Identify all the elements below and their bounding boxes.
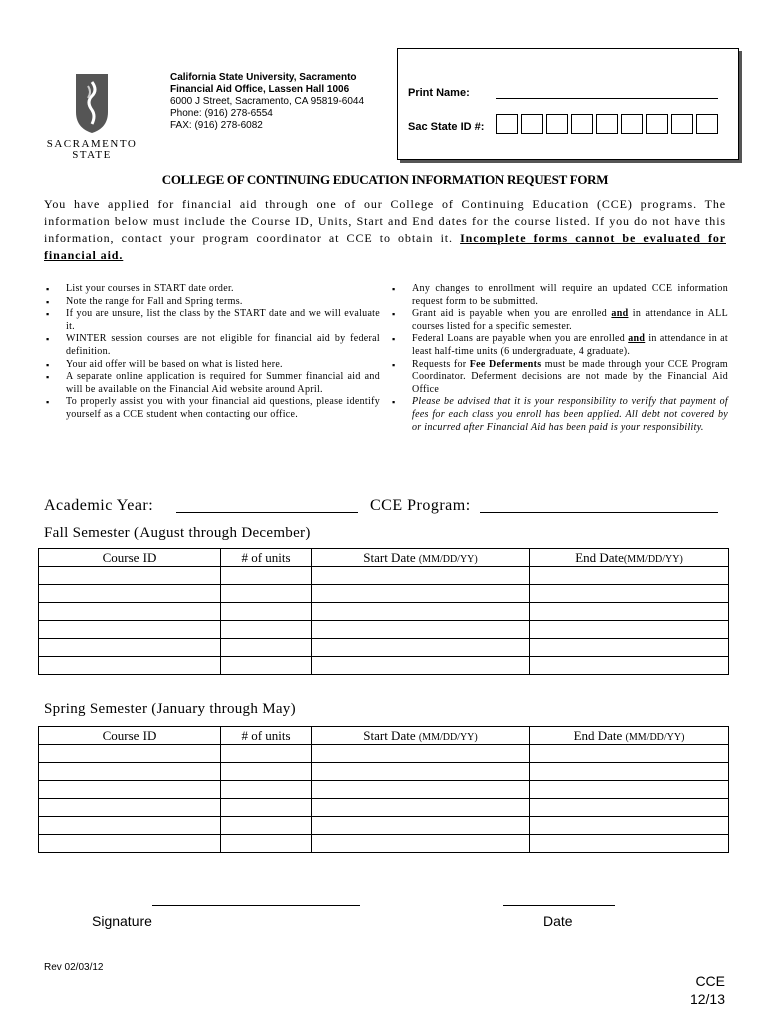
course-id-cell[interactable] xyxy=(39,763,221,781)
start-date-cell[interactable] xyxy=(312,585,530,603)
end-date-cell[interactable] xyxy=(530,763,729,781)
loan-text-2: in attendance in at least half-time units (6 undergraduate, 4 graduate). xyxy=(412,333,728,357)
end-date-format: (MM/DD/YY) xyxy=(625,731,685,743)
end-date-cell[interactable] xyxy=(530,585,729,603)
course-id-cell[interactable] xyxy=(39,585,221,603)
id-digit-box[interactable] xyxy=(646,114,668,134)
intro-paragraph xyxy=(44,196,726,264)
start-date-cell[interactable] xyxy=(312,603,530,621)
date-field[interactable] xyxy=(503,905,615,906)
instruction-item: ▪ Please be advised that it is your responsibility to verify that payment of fees for each class you enroll has been applied. All debt not covered by or incurred after Financial Aid has been paid is your responsibility. xyxy=(390,396,728,434)
start-date-cell[interactable] xyxy=(312,621,530,639)
end-date-cell[interactable] xyxy=(530,799,729,817)
end-date-cell[interactable] xyxy=(530,621,729,639)
end-date-cell[interactable] xyxy=(530,781,729,799)
course-id-cell[interactable] xyxy=(39,657,221,675)
col-end-date xyxy=(530,549,729,567)
units-cell[interactable] xyxy=(221,835,312,853)
spring-course-table xyxy=(38,726,729,853)
sac-state-id-label: Sac State ID #: xyxy=(408,121,485,133)
units-cell[interactable] xyxy=(221,639,312,657)
instruction-item xyxy=(390,333,728,358)
start-date-format: (MM/DD/YY) xyxy=(418,731,478,743)
table-row xyxy=(39,817,729,835)
incomplete-warning: Incomplete forms cannot be evaluated for financial aid. xyxy=(44,231,726,262)
end-date-cell[interactable] xyxy=(530,817,729,835)
end-date-cell[interactable] xyxy=(530,639,729,657)
instruction-item xyxy=(390,308,728,333)
units-cell[interactable] xyxy=(221,745,312,763)
table-row xyxy=(39,763,729,781)
loan-emphasis: and xyxy=(628,333,646,345)
end-date-cell[interactable] xyxy=(530,603,729,621)
col-start-date xyxy=(312,727,530,745)
units-cell[interactable] xyxy=(221,585,312,603)
id-digit-box[interactable] xyxy=(546,114,568,134)
id-digit-box[interactable] xyxy=(621,114,643,134)
id-digit-box[interactable] xyxy=(596,114,618,134)
print-name-field[interactable] xyxy=(496,98,718,99)
grant-emphasis: and xyxy=(611,308,629,320)
address-office: Financial Aid Office, Lassen Hall 1006 xyxy=(170,84,350,95)
deferment-text-1: Requests for xyxy=(412,358,470,370)
instructions-right xyxy=(390,283,728,434)
end-date-label: End Date xyxy=(573,727,623,743)
table-row xyxy=(39,639,729,657)
table-row xyxy=(39,585,729,603)
course-id-cell[interactable] xyxy=(39,835,221,853)
units-cell[interactable] xyxy=(221,621,312,639)
start-date-cell[interactable] xyxy=(312,567,530,585)
start-date-label: Start Date xyxy=(363,727,416,743)
col-course-id: Course ID xyxy=(39,549,221,567)
id-digit-box[interactable] xyxy=(571,114,593,134)
table-row xyxy=(39,835,729,853)
instruction-item: ▪ WINTER session courses are not eligible for financial aid by federal definition. xyxy=(44,333,380,358)
spring-semester-heading: Spring Semester (January through May) xyxy=(44,701,296,717)
units-cell[interactable] xyxy=(221,799,312,817)
instruction-item: ▪ List your courses in START date order. xyxy=(44,283,380,296)
sacramento-state-logo xyxy=(46,72,138,162)
signature-label: Signature xyxy=(92,913,152,929)
course-id-cell[interactable] xyxy=(39,745,221,763)
academic-year-field[interactable] xyxy=(176,512,358,513)
academic-year-label: Academic Year: xyxy=(44,497,154,514)
instruction-item xyxy=(390,359,728,397)
units-cell[interactable] xyxy=(221,817,312,835)
start-date-cell[interactable] xyxy=(312,657,530,675)
col-start-date xyxy=(312,549,530,567)
units-cell[interactable] xyxy=(221,657,312,675)
course-id-cell[interactable] xyxy=(39,567,221,585)
intro-text: You have applied for financial aid through one of our College of Continuing Education (CCE) programs. The information below must include the Course ID, Units, Start and End dates for the course listed. If you do not have this information, contact your program coordinator at CCE to obtain it. xyxy=(44,197,726,245)
start-date-cell[interactable] xyxy=(312,835,530,853)
fall-semester-heading: Fall Semester (August through December) xyxy=(44,525,311,541)
col-units: # of units xyxy=(221,549,312,567)
start-date-cell[interactable] xyxy=(312,781,530,799)
course-id-cell[interactable] xyxy=(39,639,221,657)
col-course-id: Course ID xyxy=(39,727,221,745)
table-row xyxy=(39,799,729,817)
start-date-cell[interactable] xyxy=(312,745,530,763)
logo-text-sacramento: SACRAMENTO xyxy=(46,138,138,150)
form-code-block xyxy=(690,972,725,1008)
col-units: # of units xyxy=(221,727,312,745)
instructions-left xyxy=(44,283,380,422)
start-date-cell[interactable] xyxy=(312,639,530,657)
address-university: California State University, Sacramento xyxy=(170,72,357,83)
id-digit-box[interactable] xyxy=(521,114,543,134)
course-id-cell[interactable] xyxy=(39,781,221,799)
date-label: Date xyxy=(543,913,573,929)
start-date-format: (MM/DD/YY) xyxy=(418,553,478,565)
table-row xyxy=(39,657,729,675)
cce-program-label: CCE Program: xyxy=(370,497,471,514)
id-digit-box[interactable] xyxy=(671,114,693,134)
end-date-label: End Date xyxy=(575,549,624,565)
course-id-cell[interactable] xyxy=(39,621,221,639)
instruction-item: ▪ If you are unsure, list the class by the START date and we will evaluate it. xyxy=(44,308,380,333)
start-date-label: Start Date xyxy=(363,549,416,565)
student-id-box xyxy=(397,48,739,160)
table-row xyxy=(39,603,729,621)
end-date-cell[interactable] xyxy=(530,567,729,585)
start-date-cell[interactable] xyxy=(312,763,530,781)
course-id-cell[interactable] xyxy=(39,603,221,621)
instruction-item: ▪ A separate online application is required for Summer financial aid and will be available on the Financial Aid website around April. xyxy=(44,371,380,396)
grant-text-1: Grant aid is payable when you are enrolled xyxy=(412,308,612,320)
table-row xyxy=(39,567,729,585)
address-phone: Phone: (916) 278-6554 xyxy=(170,108,273,119)
fall-course-table xyxy=(38,548,729,675)
units-cell[interactable] xyxy=(221,603,312,621)
end-date-cell[interactable] xyxy=(530,657,729,675)
torch-logo-icon xyxy=(46,72,138,134)
form-code: CCE xyxy=(695,973,725,989)
instruction-item: ▪ Your aid offer will be based on what is listed here. xyxy=(44,359,380,372)
instruction-item: ▪ Any changes to enrollment will require an updated CCE information request form to be submitted. xyxy=(390,283,728,308)
start-date-cell[interactable] xyxy=(312,799,530,817)
col-end-date xyxy=(530,727,729,745)
id-digit-box[interactable] xyxy=(696,114,718,134)
course-id-cell[interactable] xyxy=(39,817,221,835)
grant-text-2: in attendance in ALL courses listed for a specific semester. xyxy=(412,308,728,332)
loan-text-1: Federal Loans are payable when you are enrolled xyxy=(412,333,629,345)
office-address xyxy=(170,72,364,132)
address-street: 6000 J Street, Sacramento, CA 95819-6044 xyxy=(170,96,365,107)
instruction-item: ▪ Note the range for Fall and Spring terms. xyxy=(44,296,380,309)
deferment-text-2: must be made through your CCE Program Coordinator. Deferment decisions are not made by the Financial Aid Office xyxy=(412,358,728,395)
end-date-cell[interactable] xyxy=(530,835,729,853)
form-title: COLLEGE OF CONTINUING EDUCATION INFORMATION REQUEST FORM xyxy=(161,172,609,187)
logo-text-state: STATE xyxy=(72,149,112,161)
cce-program-field[interactable] xyxy=(480,512,718,513)
form-date: 12/13 xyxy=(689,991,725,1007)
id-digit-box[interactable] xyxy=(496,114,518,134)
signature-field[interactable] xyxy=(152,905,360,906)
table-row xyxy=(39,781,729,799)
end-date-format: (MM/DD/YY) xyxy=(623,553,683,565)
instruction-item: ▪ To properly assist you with your financial aid questions, please identify yourself as a CCE student when contacting our office. xyxy=(44,396,380,421)
start-date-cell[interactable] xyxy=(312,817,530,835)
table-row xyxy=(39,745,729,763)
deferment-emphasis: Fee Deferments xyxy=(469,358,542,370)
end-date-cell[interactable] xyxy=(530,745,729,763)
print-name-label: Print Name: xyxy=(408,87,470,99)
course-id-cell[interactable] xyxy=(39,799,221,817)
revision-date: Rev 02/03/12 xyxy=(44,962,104,973)
address-fax: FAX: (916) 278-6082 xyxy=(170,120,263,131)
units-cell[interactable] xyxy=(221,567,312,585)
units-cell[interactable] xyxy=(221,763,312,781)
units-cell[interactable] xyxy=(221,781,312,799)
table-row xyxy=(39,621,729,639)
